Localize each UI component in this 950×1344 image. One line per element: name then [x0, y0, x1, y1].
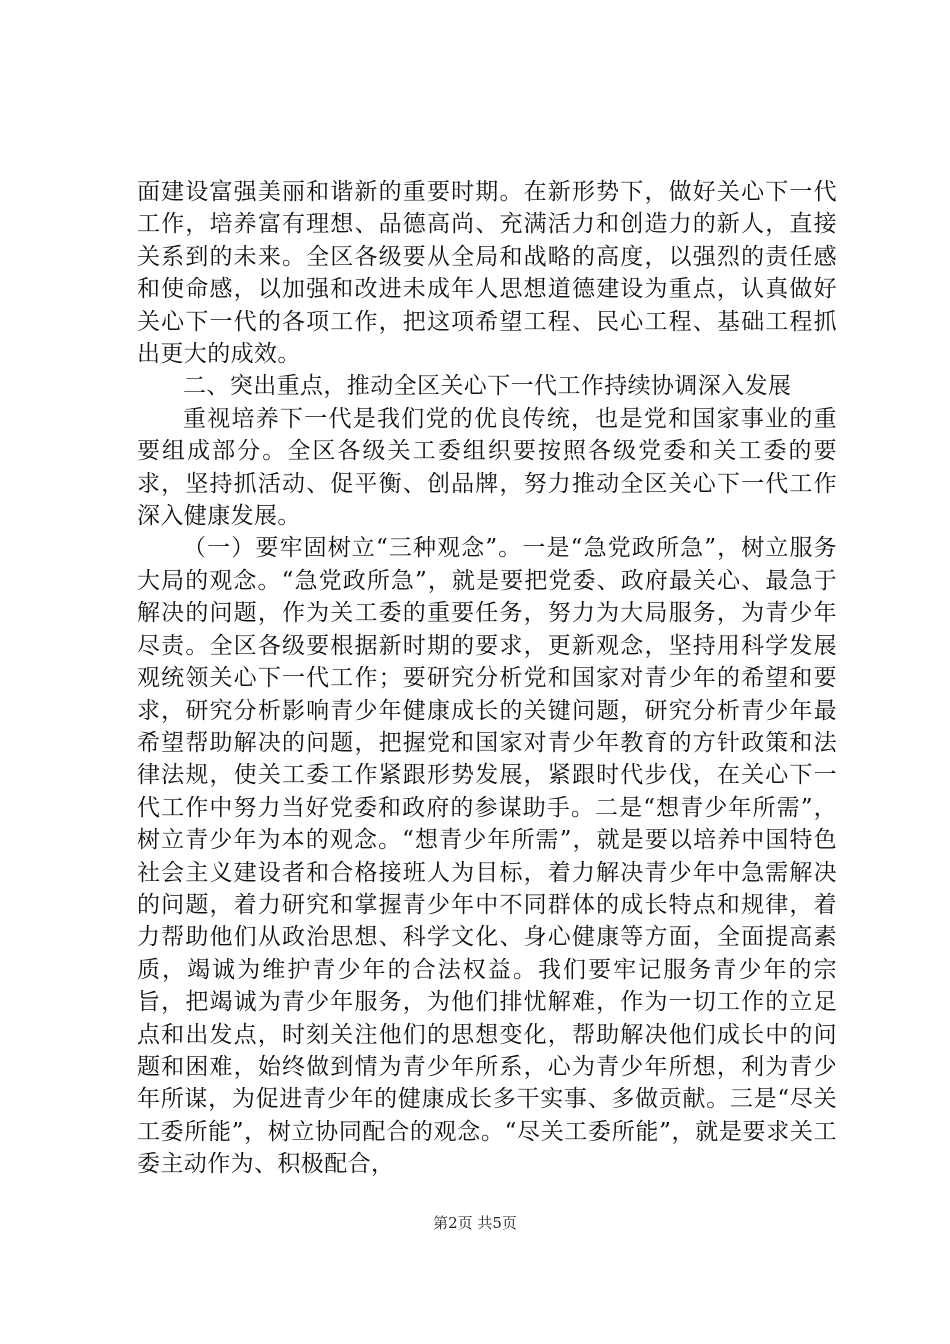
- paragraph-section-intro: 重视培养下一代是我们党的优良传统，也是党和国家事业的重要组成部分。全区各级关工委组织要按照各级党委和关工委的要求，坚持抓活动、促平衡、创品牌，努力推动全区关心下一代工作深入健康发展。: [137, 405, 837, 530]
- section-heading-two: 二、突出重点，推动全区关心下一代工作持续协调深入发展: [183, 373, 792, 400]
- body-text: [137, 176, 837, 1181]
- page-footer: 第2页 共5页: [433, 1214, 517, 1232]
- paragraph-intro-continuation: 面建设富强美丽和谐新的重要时期。在新形势下，做好关心下一代工作，培养富有理想、品德高尚、充满活力和创造力的新人，直接关系到的未来。全区各级要从全局和战略的高度，以强烈的责任感和使命感，以加强和改进未成年人思想道德建设为重点，认真做好关心下一代的各项工作，把这项希望工程、民心工程、基础工程抓出更大的成效。: [137, 179, 837, 368]
- paragraph-three-concepts: （一）要牢固树立“三种观念”。一是“急党政所急”，树立服务大局的观念。“急党政所急”，就是要把党委、政府最关心、最急于解决的问题，作为关工委的重要任务，努力为大局服务，为青少年尽责。全区各级要根据新时期的要求，更新观念，坚持用科学发展观统领关心下一代工作；要研究分析党和国家对青少年的希望和要求，研究分析影响青少年健康成长的关键问题，研究分析青少年最希望帮助解决的问题，把握党和国家对青少年教育的方针政策和法律法规，使关工委工作紧跟形势发展，紧跟时代步伐，在关心下一代工作中努力当好党委和政府的参谋助手。二是“想青少年所需”，树立青少年为本的观念。“想青少年所需”，就是要以培养中国特色社会主义建设者和合格接班人为目标，着力解决青少年中急需解决的问题，着力研究和掌握青少年中不同群体的成长特点和规律，着力帮助他们从政治思想、科学文化、身心健康等方面，全面提高素质，竭诚为维护青少年的合法权益。我们要牢记服务青少年的宗旨，把竭诚为青少年服务，为他们排忧解难，作为一切工作的立足点和出发点，时刻关注他们的思想变化，帮助解决他们成长中的问题和困难，始终做到情为青少年所系，心为青少年所想，利为青少年所谋，为促进青少年的健康成长多干实事、多做贡献。三是“尽关工委所能”，树立协同配合的观念。“尽关工委所能”，就是要求关工委主动作为、积极配合，: [137, 535, 837, 1178]
